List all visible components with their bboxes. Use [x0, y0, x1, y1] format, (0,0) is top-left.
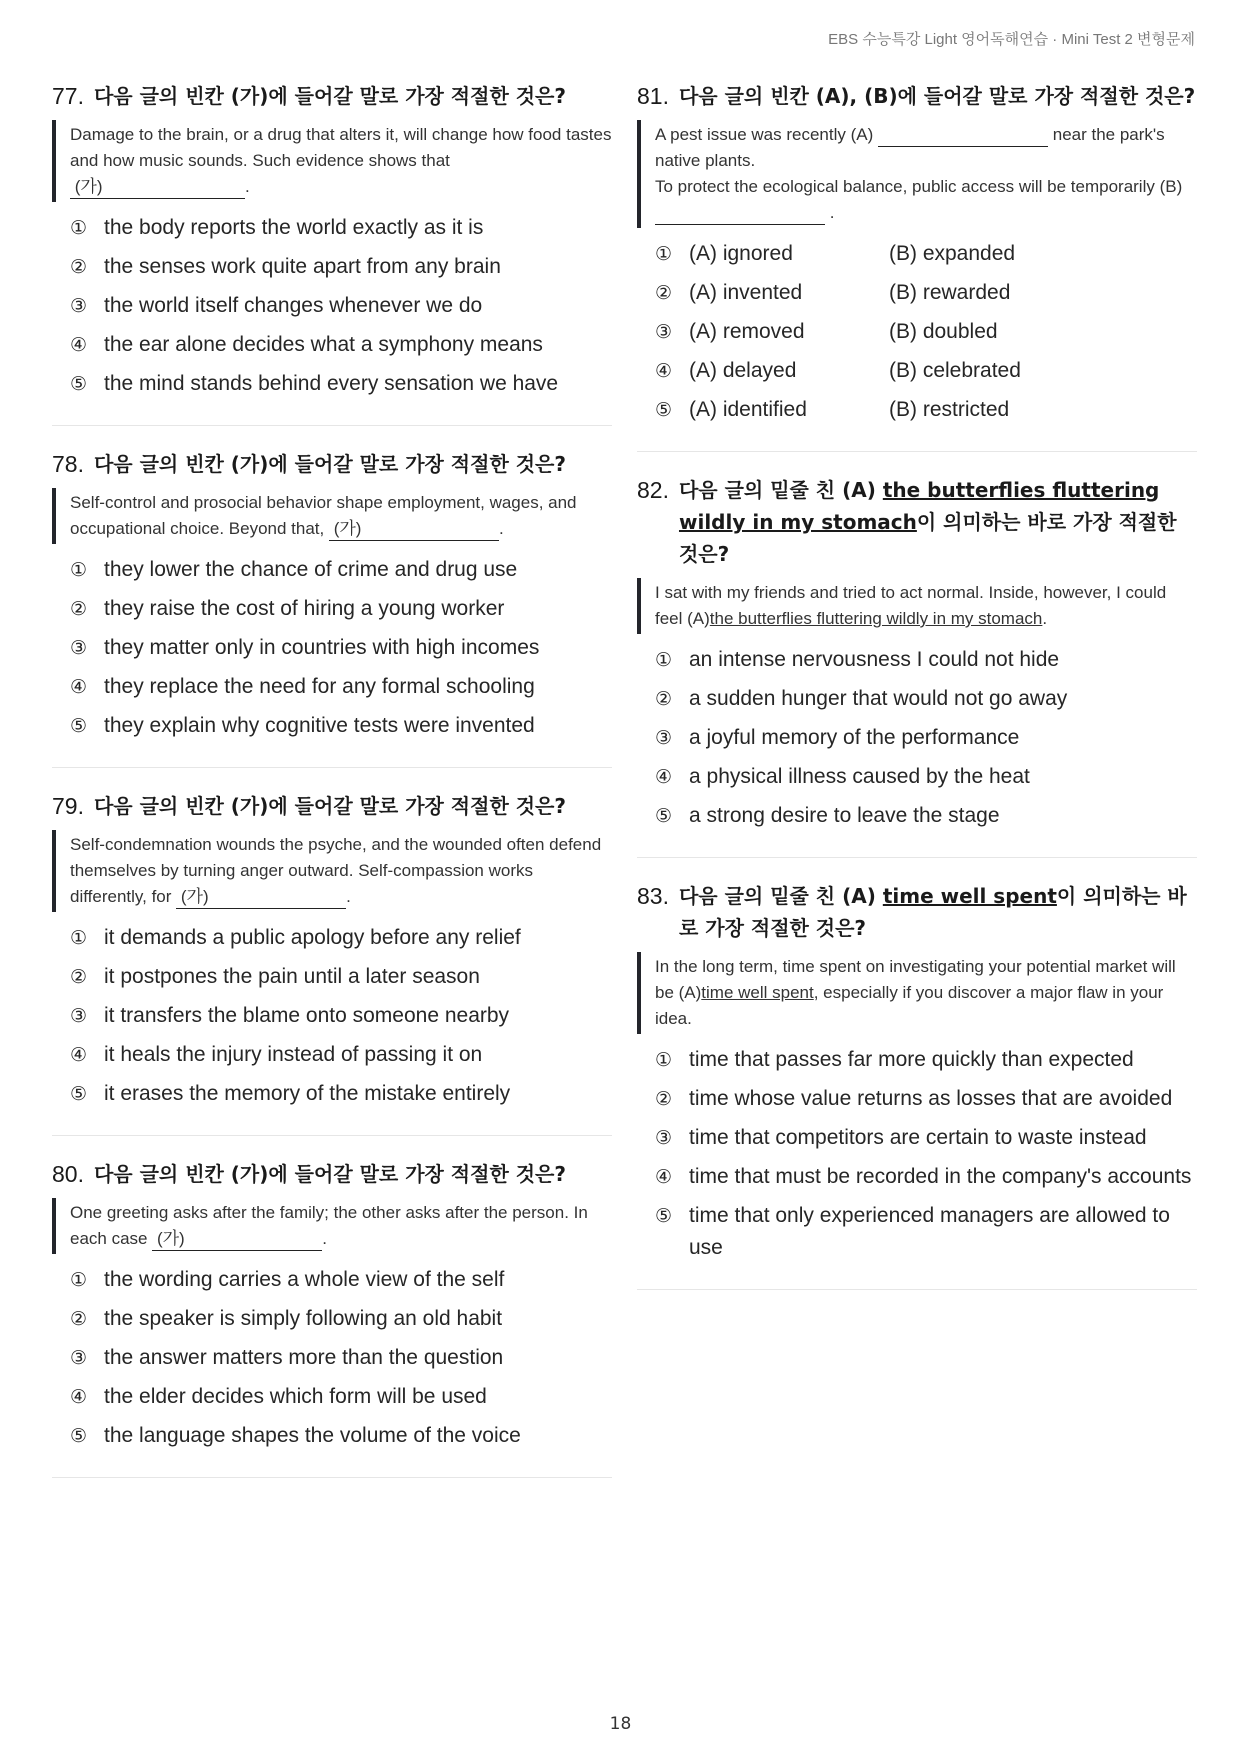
choice-option[interactable] — [70, 710, 612, 742]
choice-number: ② — [655, 1088, 673, 1110]
choice-number: ② — [70, 1308, 88, 1330]
choice-text: it demands a public apology before any relief — [104, 926, 521, 949]
choice-option[interactable] — [655, 761, 1197, 793]
choice-option[interactable] — [655, 238, 1197, 270]
passage-text: In the long term, time spent on investigating your potential market will be (A) — [655, 957, 1176, 1002]
choice-number: ④ — [70, 1044, 88, 1066]
passage-box: Self-control and prosocial behavior shape employment, wages, and occupational choice. Beyond that, (가) . — [52, 488, 612, 544]
choice-number: ③ — [70, 295, 88, 317]
choice-option[interactable] — [655, 1161, 1197, 1193]
choice-option[interactable] — [70, 1342, 612, 1374]
choice-option[interactable] — [655, 277, 1197, 309]
question-77 — [52, 80, 612, 426]
question-number: 77. — [52, 83, 84, 109]
choice-text: the ear alone decides what a symphony means — [104, 333, 543, 356]
choice-text: it erases the memory of the mistake entirely — [104, 1082, 511, 1105]
passage-box — [637, 578, 1197, 634]
question-heading — [637, 474, 1197, 570]
choice-number: ④ — [70, 334, 88, 356]
answer-blank — [70, 176, 245, 199]
choice-text: the wording carries a whole view of the self — [104, 1268, 505, 1291]
passage-box: Self-condemnation wounds the psyche, and the wounded often defend themselves by turning anger outward. Self-compassion works differently, for (가) . — [52, 830, 612, 912]
choice-number: ① — [70, 927, 88, 949]
choice-text: time that only experienced managers are allowed to use — [689, 1204, 1170, 1259]
choice-text: the mind stands behind every sensation we have — [104, 372, 559, 395]
choice-a: (A) ignored — [689, 242, 793, 265]
choice-list — [637, 644, 1197, 832]
choice-text: the elder decides which form will be used — [104, 1385, 487, 1408]
choice-text: the body reports the world exactly as it is — [104, 216, 484, 239]
choice-option[interactable] — [655, 1083, 1197, 1115]
choice-option[interactable] — [70, 922, 612, 954]
left-column — [52, 80, 612, 1500]
choice-a: (A) delayed — [689, 359, 797, 382]
choice-b: (B) expanded — [889, 242, 1016, 265]
choice-number: ⑤ — [70, 1083, 88, 1105]
running-header: EBS 수능특강 Light 영어독해연습 · Mini Test 2 변형문제 — [828, 31, 1195, 48]
choice-text: the speaker is simply following an old habit — [104, 1307, 503, 1330]
choice-text: the language shapes the volume of the voice — [104, 1424, 521, 1447]
choice-number: ⑤ — [70, 1425, 88, 1447]
choice-number: ① — [70, 1269, 88, 1291]
passage-text: To protect the ecological balance, public access will be temporarily (B) — [655, 177, 1183, 196]
choice-option[interactable] — [655, 800, 1197, 832]
answer-blank — [329, 518, 499, 541]
underlined-phrase: time well spent — [701, 983, 814, 1002]
choice-number: ② — [655, 282, 673, 304]
choice-option[interactable] — [655, 316, 1197, 348]
question-number: 82. — [637, 477, 669, 503]
blank-label: (가) — [333, 519, 362, 538]
choice-b: (B) doubled — [889, 320, 998, 343]
choice-option[interactable] — [70, 329, 612, 361]
choice-text: they replace the need for any formal schooling — [104, 675, 535, 698]
question-prompt: 다음 글의 빈칸 (가)에 들어갈 말로 가장 적절한 것은? — [93, 794, 566, 818]
prompt-text: 다음 글의 밑줄 친 (A) — [678, 478, 876, 502]
choice-option[interactable] — [70, 554, 612, 586]
choice-text: it heals the injury instead of passing it on — [104, 1043, 483, 1066]
question-79 — [52, 790, 612, 1136]
answer-blank — [176, 886, 346, 909]
passage-text: near the park's native plants. — [655, 125, 1165, 170]
choice-number: ③ — [655, 727, 673, 749]
choice-number: ② — [70, 966, 88, 988]
passage-text: Self-control and prosocial behavior shape employment, wages, and occupational choice. Beyond that, — [70, 493, 577, 538]
question-heading — [52, 790, 612, 822]
choice-option[interactable] — [655, 394, 1197, 426]
question-prompt — [679, 880, 1197, 944]
prompt-text: 이 의미하는 바로 가장 적절한 것은? — [678, 884, 1187, 940]
choice-option[interactable] — [70, 1000, 612, 1032]
question-heading — [52, 80, 612, 112]
choice-number: ⑤ — [655, 1205, 673, 1227]
passage-text: . — [1042, 609, 1048, 628]
question-number: 79. — [52, 793, 84, 819]
choice-a: (A) invented — [689, 281, 803, 304]
choice-number: ④ — [655, 360, 673, 382]
choice-number: ① — [655, 1049, 673, 1071]
question-number: 81. — [637, 83, 669, 109]
question-prompt: 다음 글의 빈칸 (가)에 들어갈 말로 가장 적절한 것은? — [93, 84, 566, 108]
choice-number: ⑤ — [70, 373, 88, 395]
answer-blank-a — [878, 124, 1048, 147]
question-number: 83. — [637, 883, 669, 909]
passage-box — [637, 952, 1197, 1034]
choice-list — [52, 922, 612, 1110]
choice-option[interactable] — [70, 671, 612, 703]
passage-text: Self-condemnation wounds the psyche, and the wounded often defend themselves by turning anger outward. Self-compassion works differently, for — [70, 835, 602, 906]
choice-a: (A) removed — [689, 320, 805, 343]
choice-list — [52, 554, 612, 742]
passage-text: One greeting asks after the family; the other asks after the person. In each case — [70, 1203, 588, 1248]
choice-number: ② — [70, 256, 88, 278]
choice-text: an intense nervousness I could not hide — [689, 648, 1060, 671]
choice-number: ④ — [70, 1386, 88, 1408]
choice-option[interactable] — [70, 593, 612, 625]
question-heading — [52, 448, 612, 480]
choice-text: time that must be recorded in the company's accounts — [689, 1165, 1192, 1188]
choice-text: the world itself changes whenever we do — [104, 294, 483, 317]
choice-text: it transfers the blame onto someone nearby — [104, 1004, 510, 1027]
question-prompt: 다음 글의 빈칸 (A), (B)에 들어갈 말로 가장 적절한 것은? — [678, 84, 1196, 108]
choice-list — [637, 1044, 1197, 1264]
passage-box: Damage to the brain, or a drug that alters it, will change how food tastes and how music sounds. Such evidence shows that (가) . — [52, 120, 612, 202]
choice-number: ① — [655, 649, 673, 671]
answer-blank-b — [655, 202, 825, 225]
choice-text: time whose value returns as losses that are avoided — [689, 1087, 1173, 1110]
choice-number: ④ — [655, 1166, 673, 1188]
passage-box: One greeting asks after the family; the other asks after the person. In each case (가) . — [52, 1198, 612, 1254]
choice-option[interactable] — [655, 1200, 1197, 1264]
choice-number: ④ — [655, 766, 673, 788]
choice-option[interactable] — [70, 1381, 612, 1413]
passage-text: Damage to the brain, or a drug that alters it, will change how food tastes and how music sounds. Such evidence shows that — [70, 125, 612, 170]
choice-list — [52, 1264, 612, 1452]
blank-label: (가) — [180, 887, 209, 906]
choice-list — [637, 238, 1197, 426]
choice-text: they lower the chance of crime and drug use — [104, 558, 518, 581]
choice-number: ③ — [70, 1005, 88, 1027]
choice-option[interactable] — [655, 1044, 1197, 1076]
choice-number: ③ — [655, 321, 673, 343]
choice-option[interactable] — [655, 355, 1197, 387]
choice-a: (A) identified — [689, 398, 807, 421]
choice-text: they explain why cognitive tests were invented — [104, 714, 535, 737]
choice-text: a sudden hunger that would not go away — [689, 687, 1068, 710]
choice-option[interactable] — [70, 1303, 612, 1335]
choice-number: ⑤ — [655, 805, 673, 827]
choice-number: ③ — [70, 1347, 88, 1369]
choice-text: time that competitors are certain to waste instead — [689, 1126, 1147, 1149]
blank-label: (가) — [156, 1229, 185, 1248]
prompt-underlined-phrase: time well spent — [882, 884, 1057, 908]
choice-list — [52, 212, 612, 400]
choice-number: ⑤ — [70, 715, 88, 737]
question-81 — [637, 80, 1197, 452]
question-heading — [52, 1158, 612, 1190]
choice-option[interactable] — [70, 290, 612, 322]
choice-option[interactable] — [70, 251, 612, 283]
choice-option[interactable] — [655, 1122, 1197, 1154]
choice-text: the senses work quite apart from any brain — [104, 255, 501, 278]
choice-option[interactable] — [70, 1078, 612, 1110]
passage-text: , especially if you discover a major flaw in your idea. — [655, 983, 1164, 1028]
passage-text: I sat with my friends and tried to act normal. Inside, however, I could feel (A) — [655, 583, 1167, 628]
question-prompt — [679, 474, 1197, 570]
choice-b: (B) celebrated — [889, 359, 1021, 382]
choice-number: ④ — [70, 676, 88, 698]
question-prompt: 다음 글의 빈칸 (가)에 들어갈 말로 가장 적절한 것은? — [93, 452, 566, 476]
blank-label: (가) — [74, 177, 103, 196]
choice-number: ① — [655, 243, 673, 265]
choice-text: a joyful memory of the performance — [689, 726, 1020, 749]
right-column — [637, 80, 1197, 1312]
choice-option[interactable] — [70, 961, 612, 993]
question-prompt: 다음 글의 빈칸 (가)에 들어갈 말로 가장 적절한 것은? — [93, 1162, 566, 1186]
choice-text: time that passes far more quickly than expected — [689, 1048, 1134, 1071]
choice-option[interactable] — [655, 683, 1197, 715]
choice-option[interactable] — [70, 632, 612, 664]
choice-b: (B) restricted — [889, 398, 1010, 421]
choice-number: ① — [70, 217, 88, 239]
choice-number: ① — [70, 559, 88, 581]
prompt-text: 다음 글의 밑줄 친 (A) — [678, 884, 876, 908]
choice-text: a strong desire to leave the stage — [689, 804, 1000, 827]
answer-blank — [152, 1228, 322, 1251]
choice-text: it postpones the pain until a later season — [104, 965, 480, 988]
prompt-text: 이 의미하는 바로 가장 적절한 것은? — [678, 510, 1177, 566]
choice-option[interactable] — [70, 1264, 612, 1296]
choice-number: ② — [70, 598, 88, 620]
choice-text: a physical illness caused by the heat — [689, 765, 1030, 788]
question-number: 80. — [52, 1161, 84, 1187]
question-heading — [637, 880, 1197, 944]
choice-option[interactable] — [70, 1039, 612, 1071]
choice-option[interactable] — [70, 212, 612, 244]
choice-text: the answer matters more than the question — [104, 1346, 504, 1369]
underlined-phrase: the butterflies fluttering wildly in my stomach — [709, 609, 1043, 628]
choice-number: ③ — [655, 1127, 673, 1149]
question-80 — [52, 1158, 612, 1478]
passage-text: A pest issue was recently (A) — [655, 125, 874, 144]
choice-option[interactable] — [655, 644, 1197, 676]
question-number: 78. — [52, 451, 84, 477]
choice-number: ③ — [70, 637, 88, 659]
choice-text: they matter only in countries with high incomes — [104, 636, 540, 659]
question-heading — [637, 80, 1197, 112]
choice-text: they raise the cost of hiring a young worker — [104, 597, 505, 620]
choice-b: (B) rewarded — [889, 281, 1011, 304]
question-78 — [52, 448, 612, 768]
choice-number: ② — [655, 688, 673, 710]
choice-option[interactable] — [70, 368, 612, 400]
prompt-underlined-phrase: the butterflies fluttering wildly in my stomach — [678, 478, 1160, 534]
passage-box: A pest issue was recently (A) near the park's native plants. To protect the ecological balance, public access will be temporarily (B) . — [637, 120, 1197, 228]
question-82 — [637, 474, 1197, 858]
choice-number: ⑤ — [655, 399, 673, 421]
question-83 — [637, 880, 1197, 1290]
choice-option[interactable] — [655, 722, 1197, 754]
page-number: 18 — [609, 1714, 632, 1734]
choice-option[interactable] — [70, 1420, 612, 1452]
